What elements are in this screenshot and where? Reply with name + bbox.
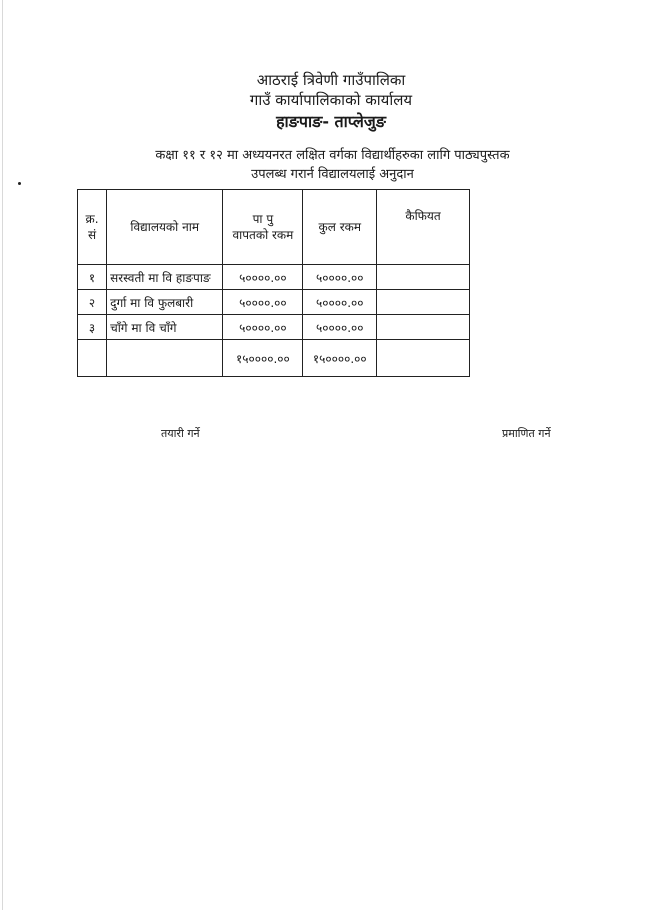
- header-total: कुल रकम: [303, 190, 377, 265]
- row-total: ५००००.००: [303, 315, 377, 340]
- total-row: [78, 340, 470, 377]
- header-amount: [223, 190, 303, 265]
- table-header-row: [78, 190, 470, 265]
- header-remarks: कैफियत: [377, 190, 470, 265]
- row-remarks: [377, 315, 470, 340]
- header-amount-line2: वापतको रकम: [232, 228, 294, 242]
- total-amount: १५००००.००: [223, 340, 303, 377]
- row-total: ५००००.००: [303, 265, 377, 290]
- row-remarks: [377, 265, 470, 290]
- header-sn-line1: क्र.: [85, 212, 99, 226]
- row-amount: ५००००.००: [223, 265, 303, 290]
- subject-line-1: कक्षा ११ र १२ मा अध्ययनरत लक्षित वर्गका विद्यार्थीहरुका लागि पाठ्यपुस्तक: [155, 148, 510, 163]
- scan-edge: [2, 0, 3, 910]
- row-school: सरस्वती मा वि हाङपाङ: [107, 265, 223, 290]
- subject-line-2: उपलब्ध गरार्न विद्यालयलाई अनुदान: [251, 167, 414, 182]
- scan-mark: [18, 182, 21, 185]
- row-amount: ५००००.००: [223, 315, 303, 340]
- row-total: ५००००.००: [303, 290, 377, 315]
- letterhead: [0, 70, 662, 134]
- row-sn: ३: [78, 315, 107, 340]
- table-row: [78, 315, 470, 340]
- municipality-name: आठराई त्रिवेणी गाउँपालिका: [256, 71, 406, 89]
- total-label: [107, 340, 223, 377]
- row-sn: २: [78, 290, 107, 315]
- total-remarks: [377, 340, 470, 377]
- header-sn-line2: सं: [87, 228, 97, 242]
- prepared-by-label: तयारी गर्ने: [161, 427, 200, 440]
- header-sn: [78, 190, 107, 265]
- office-name: गाउँ कार्यापालिकाको कार्यालय: [249, 91, 413, 109]
- table-row: [78, 265, 470, 290]
- total-total: १५००००.००: [303, 340, 377, 377]
- row-amount: ५००००.००: [223, 290, 303, 315]
- row-school: चाँगे मा वि चाँगे: [107, 315, 223, 340]
- grant-table: [77, 189, 470, 377]
- total-sn: [78, 340, 107, 377]
- row-school: दुर्गा मा वि फुलबारी: [107, 290, 223, 315]
- header-school: विद्यालयको नाम: [107, 190, 223, 265]
- table-row: [78, 290, 470, 315]
- row-remarks: [377, 290, 470, 315]
- row-sn: १: [78, 265, 107, 290]
- header-amount-line1: पा पु: [252, 212, 274, 226]
- subject: [40, 146, 625, 184]
- office-address: हाङपाङ- ताप्लेजुङ: [276, 112, 386, 131]
- certified-by-label: प्रमाणित गर्ने: [502, 427, 551, 440]
